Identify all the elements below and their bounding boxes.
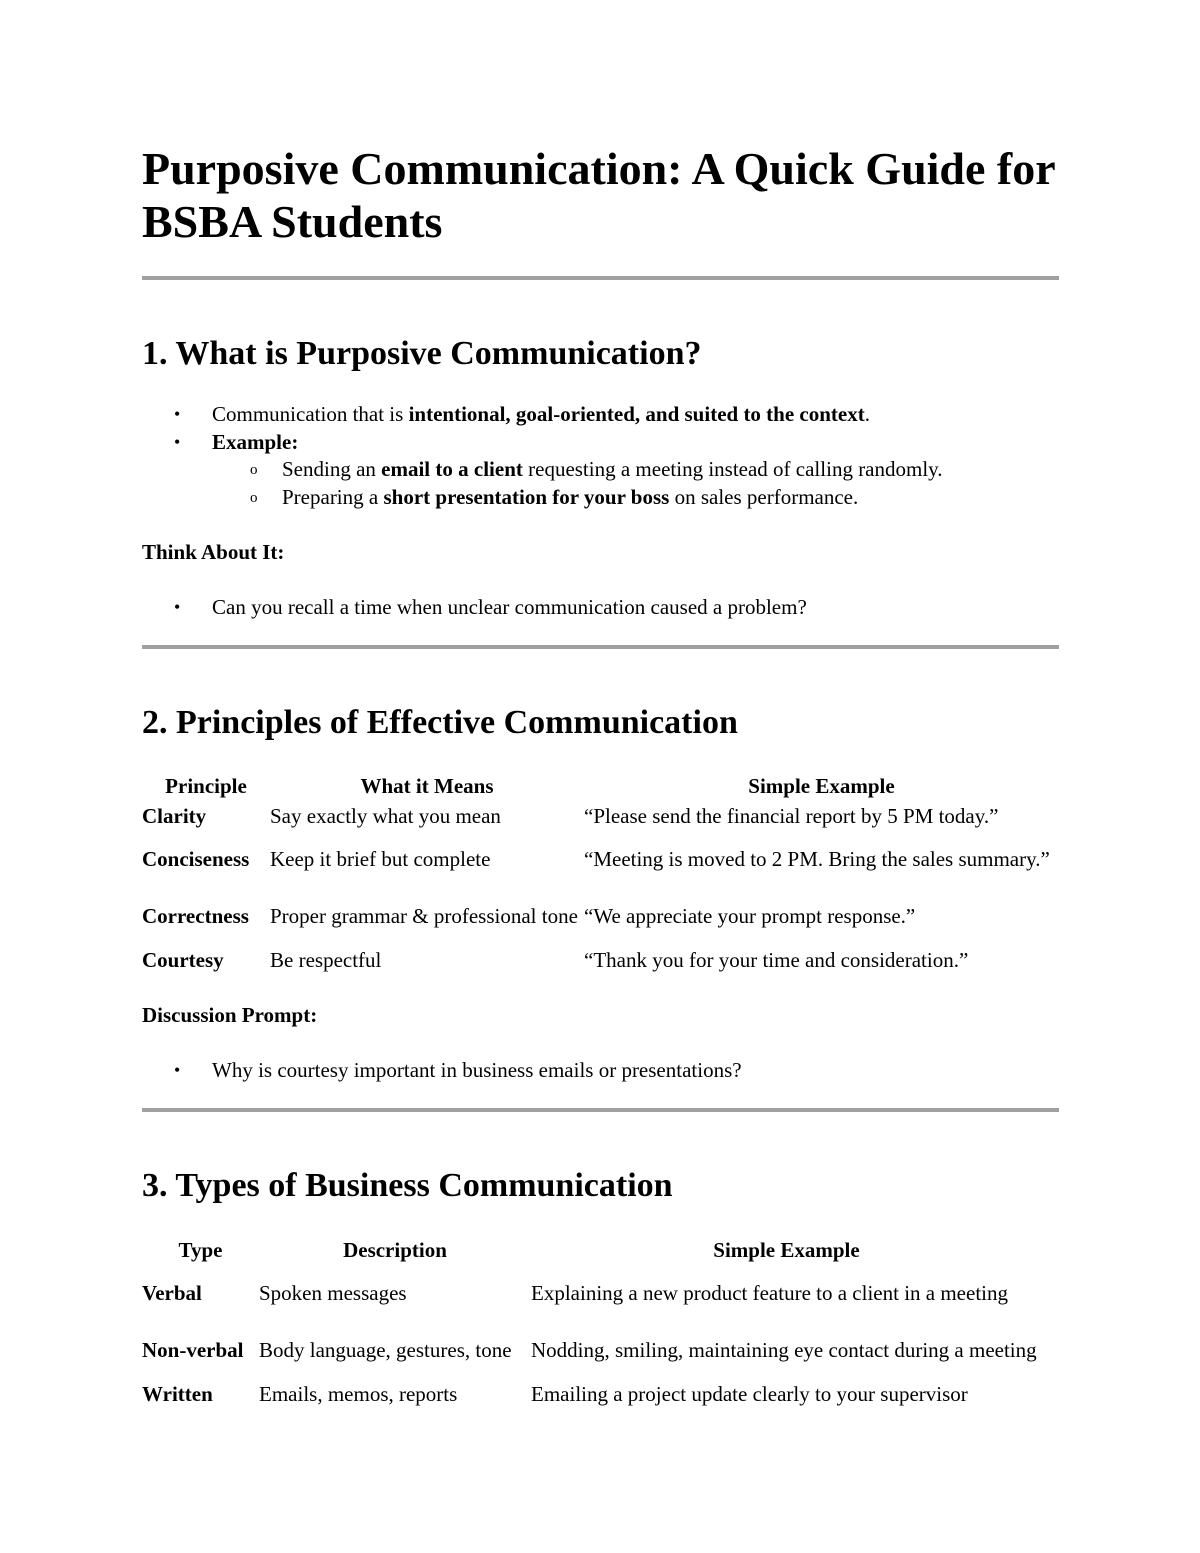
table-cell: Verbal — [142, 1281, 202, 1305]
section-2-heading: 2. Principles of Effective Communication — [142, 704, 738, 741]
bullet-dot-icon: • — [174, 1060, 181, 1080]
table-cell: Clarity — [142, 804, 207, 828]
list-item — [142, 593, 1059, 621]
bullet-circle-icon: o — [250, 490, 258, 506]
column-header: What it Means — [360, 774, 494, 798]
discussion-prompt-label: Discussion Prompt: — [142, 1003, 318, 1027]
column-header: Simple Example — [713, 1238, 860, 1262]
column-header: Simple Example — [748, 774, 895, 798]
table-cell: Emailing a project update clearly to your supervisor — [531, 1382, 968, 1406]
table-cell: Courtesy — [142, 948, 224, 972]
list-item — [142, 428, 1059, 456]
definition-text: Communication that is intentional, goal-oriented, and suited to the context. — [212, 402, 870, 426]
table-cell: Body language, gestures, tone — [259, 1338, 512, 1362]
table-cell: Written — [142, 1382, 213, 1406]
bullet-dot-icon: • — [174, 432, 181, 452]
discussion-question: Why is courtesy important in business emails or presentations? — [212, 1058, 742, 1082]
document-title: Purposive Communication: A Quick Guide for BSBA Students — [142, 143, 1055, 247]
example-text: Sending an email to a client requesting a meeting instead of calling randomly. — [282, 457, 943, 481]
sub-list-item — [142, 483, 1059, 511]
think-question: Can you recall a time when unclear communication caused a problem? — [212, 595, 807, 619]
table-row — [142, 887, 1059, 945]
sub-list-item — [142, 455, 1059, 483]
table-cell: Explaining a new product feature to a client in a meeting — [531, 1281, 1008, 1305]
table-cell: “Please send the financial report by 5 PM today.” — [584, 804, 999, 828]
table-cell: Non-verbal — [142, 1338, 244, 1362]
column-header: Type — [178, 1238, 223, 1262]
table-cell: Keep it brief but complete — [270, 847, 491, 871]
table-row — [142, 801, 1059, 831]
table-cell: Proper grammar & professional tone — [270, 904, 578, 928]
table-row — [142, 945, 1059, 975]
table-cell: “Thank you for your time and consideration.” — [584, 948, 969, 972]
table-row — [142, 1265, 1042, 1321]
column-header: Description — [343, 1238, 447, 1262]
table-row — [142, 831, 1059, 887]
table-header-row — [142, 1235, 1042, 1265]
section-3-heading: 3. Types of Business Communication — [142, 1167, 673, 1204]
table-cell: “We appreciate your prompt response.” — [584, 904, 916, 928]
table-cell: Conciseness — [142, 847, 250, 871]
horizontal-rule — [142, 645, 1059, 649]
table-cell: Spoken messages — [259, 1281, 407, 1305]
bullet-dot-icon: • — [174, 597, 181, 617]
bullet-circle-icon: o — [250, 462, 258, 478]
bullet-dot-icon: • — [174, 404, 181, 424]
column-header: Principle — [165, 774, 247, 798]
example-label: Example: — [212, 430, 299, 454]
table-cell: Correctness — [142, 904, 249, 928]
table-row — [142, 1321, 1042, 1379]
list-item — [142, 1056, 1059, 1084]
think-about-it-label: Think About It: — [142, 540, 285, 564]
list-item — [142, 400, 1059, 428]
communication-types-table — [142, 1235, 1042, 1409]
table-cell: Nodding, smiling, maintaining eye contact during a meeting — [531, 1338, 1037, 1362]
table-row — [142, 1379, 1042, 1409]
table-cell: Emails, memos, reports — [259, 1382, 458, 1406]
example-text: Preparing a short presentation for your boss on sales performance. — [282, 485, 859, 509]
table-cell: Be respectful — [270, 948, 382, 972]
horizontal-rule — [142, 276, 1059, 280]
section-1-heading: 1. What is Purposive Communication? — [142, 335, 702, 372]
table-cell: Say exactly what you mean — [270, 804, 501, 828]
principles-table — [142, 771, 1059, 975]
horizontal-rule — [142, 1108, 1059, 1112]
table-cell: “Meeting is moved to 2 PM. Bring the sales summary.” — [584, 847, 1050, 871]
table-header-row — [142, 771, 1059, 801]
